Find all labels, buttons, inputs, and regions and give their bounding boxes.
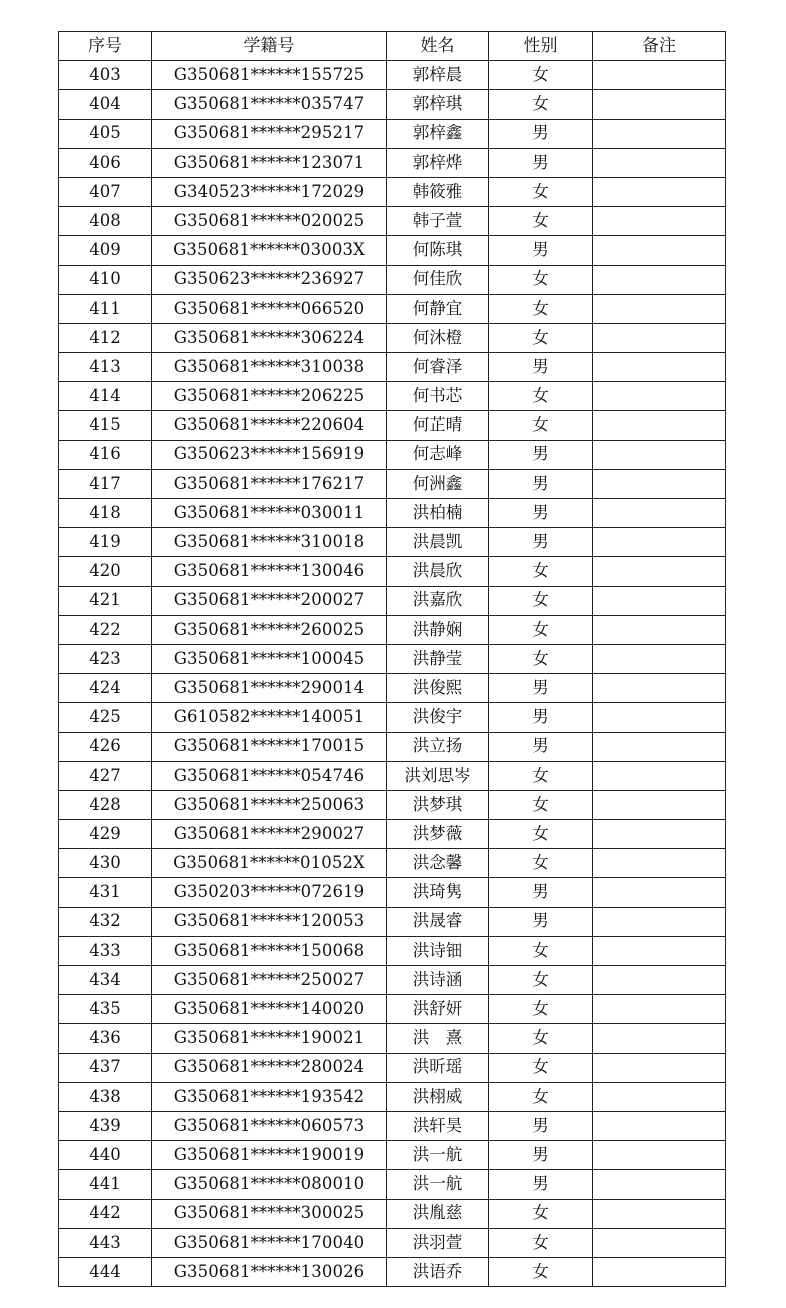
cell-gender: 女 [489, 265, 593, 294]
cell-remarks [593, 674, 726, 703]
cell-gender: 女 [489, 382, 593, 411]
table-row [59, 1024, 726, 1053]
cell-serial-number: 405 [59, 119, 152, 148]
cell-gender: 男 [489, 353, 593, 382]
cell-serial-number: 411 [59, 294, 152, 323]
cell-gender: 女 [489, 1053, 593, 1082]
cell-gender: 女 [489, 761, 593, 790]
header-gender: 性别 [489, 32, 593, 61]
table-row [59, 353, 726, 382]
cell-gender: 女 [489, 966, 593, 995]
cell-remarks [593, 353, 726, 382]
cell-name: 何芷晴 [387, 411, 489, 440]
cell-student-id: G350681******155725 [152, 61, 387, 90]
cell-student-id: G610582******140051 [152, 703, 387, 732]
cell-gender: 女 [489, 177, 593, 206]
cell-student-id: G350681******250027 [152, 966, 387, 995]
cell-gender: 女 [489, 323, 593, 352]
cell-gender: 女 [489, 411, 593, 440]
cell-student-id: G350681******280024 [152, 1053, 387, 1082]
cell-remarks [593, 644, 726, 673]
cell-serial-number: 423 [59, 644, 152, 673]
cell-remarks [593, 1024, 726, 1053]
cell-gender: 女 [489, 849, 593, 878]
cell-remarks [593, 148, 726, 177]
cell-name: 洪柏楠 [387, 499, 489, 528]
cell-remarks [593, 236, 726, 265]
cell-remarks [593, 528, 726, 557]
cell-gender: 男 [489, 1111, 593, 1140]
cell-student-id: G350681******130026 [152, 1257, 387, 1286]
cell-name: 洪栩威 [387, 1082, 489, 1111]
table-body [59, 61, 726, 1287]
cell-serial-number: 422 [59, 615, 152, 644]
cell-student-id: G340523******172029 [152, 177, 387, 206]
cell-remarks [593, 966, 726, 995]
cell-remarks [593, 907, 726, 936]
cell-serial-number: 421 [59, 586, 152, 615]
cell-serial-number: 408 [59, 207, 152, 236]
cell-name: 郭梓鑫 [387, 119, 489, 148]
cell-remarks [593, 382, 726, 411]
cell-gender: 女 [489, 207, 593, 236]
cell-student-id: G350681******290014 [152, 674, 387, 703]
cell-gender: 女 [489, 615, 593, 644]
table-row [59, 936, 726, 965]
cell-student-id: G350681******020025 [152, 207, 387, 236]
cell-remarks [593, 294, 726, 323]
cell-name: 洪轩昊 [387, 1111, 489, 1140]
table-row [59, 382, 726, 411]
cell-student-id: G350681******066520 [152, 294, 387, 323]
cell-remarks [593, 1111, 726, 1140]
cell-student-id: G350681******193542 [152, 1082, 387, 1111]
cell-serial-number: 403 [59, 61, 152, 90]
cell-gender: 女 [489, 586, 593, 615]
cell-remarks [593, 615, 726, 644]
cell-serial-number: 407 [59, 177, 152, 206]
cell-student-id: G350681******260025 [152, 615, 387, 644]
cell-name: 洪语乔 [387, 1257, 489, 1286]
cell-name: 洪立扬 [387, 732, 489, 761]
table-row [59, 265, 726, 294]
cell-serial-number: 415 [59, 411, 152, 440]
cell-remarks [593, 732, 726, 761]
cell-name: 洪嘉欣 [387, 586, 489, 615]
cell-name: 洪俊宇 [387, 703, 489, 732]
table-header-row [59, 32, 726, 61]
cell-gender: 女 [489, 936, 593, 965]
cell-student-id: G350203******072619 [152, 878, 387, 907]
cell-student-id: G350681******03003X [152, 236, 387, 265]
table-row [59, 148, 726, 177]
cell-gender: 男 [489, 907, 593, 936]
cell-student-id: G350681******01052X [152, 849, 387, 878]
cell-name: 何志峰 [387, 440, 489, 469]
cell-gender: 女 [489, 644, 593, 673]
cell-gender: 男 [489, 499, 593, 528]
table-row [59, 761, 726, 790]
cell-name: 郭梓琪 [387, 90, 489, 119]
cell-gender: 女 [489, 820, 593, 849]
cell-name: 洪诗涵 [387, 966, 489, 995]
cell-name: 洪俊熙 [387, 674, 489, 703]
table-row [59, 528, 726, 557]
cell-student-id: G350681******206225 [152, 382, 387, 411]
cell-remarks [593, 995, 726, 1024]
table-row [59, 878, 726, 907]
cell-serial-number: 409 [59, 236, 152, 265]
cell-student-id: G350681******170015 [152, 732, 387, 761]
cell-gender: 女 [489, 557, 593, 586]
cell-serial-number: 434 [59, 966, 152, 995]
cell-remarks [593, 703, 726, 732]
cell-serial-number: 404 [59, 90, 152, 119]
cell-name: 郭梓晨 [387, 61, 489, 90]
table-row [59, 411, 726, 440]
cell-gender: 女 [489, 294, 593, 323]
cell-serial-number: 437 [59, 1053, 152, 1082]
table-row [59, 499, 726, 528]
table-row [59, 615, 726, 644]
cell-name: 何洲鑫 [387, 469, 489, 498]
table-row [59, 995, 726, 1024]
cell-remarks [593, 90, 726, 119]
cell-remarks [593, 557, 726, 586]
cell-remarks [593, 1199, 726, 1228]
cell-name: 洪昕瑶 [387, 1053, 489, 1082]
cell-student-id: G350681******176217 [152, 469, 387, 498]
cell-serial-number: 432 [59, 907, 152, 936]
cell-name: 韩子萱 [387, 207, 489, 236]
cell-serial-number: 418 [59, 499, 152, 528]
table-row [59, 966, 726, 995]
cell-gender: 男 [489, 1141, 593, 1170]
cell-serial-number: 436 [59, 1024, 152, 1053]
cell-student-id: G350681******054746 [152, 761, 387, 790]
cell-serial-number: 429 [59, 820, 152, 849]
cell-serial-number: 410 [59, 265, 152, 294]
cell-gender: 男 [489, 528, 593, 557]
cell-remarks [593, 323, 726, 352]
cell-name: 何睿泽 [387, 353, 489, 382]
cell-serial-number: 430 [59, 849, 152, 878]
cell-serial-number: 417 [59, 469, 152, 498]
table-row [59, 907, 726, 936]
cell-remarks [593, 820, 726, 849]
cell-name: 洪静莹 [387, 644, 489, 673]
cell-serial-number: 438 [59, 1082, 152, 1111]
cell-student-id: G350681******150068 [152, 936, 387, 965]
cell-serial-number: 440 [59, 1141, 152, 1170]
cell-gender: 男 [489, 469, 593, 498]
cell-remarks [593, 936, 726, 965]
cell-name: 洪琦隽 [387, 878, 489, 907]
cell-name: 洪舒妍 [387, 995, 489, 1024]
table-row [59, 207, 726, 236]
cell-gender: 男 [489, 703, 593, 732]
cell-name: 洪羽萱 [387, 1228, 489, 1257]
cell-student-id: G350681******190021 [152, 1024, 387, 1053]
cell-remarks [593, 1082, 726, 1111]
cell-serial-number: 416 [59, 440, 152, 469]
cell-student-id: G350681******130046 [152, 557, 387, 586]
cell-remarks [593, 177, 726, 206]
cell-serial-number: 431 [59, 878, 152, 907]
cell-name: 洪念馨 [387, 849, 489, 878]
cell-remarks [593, 469, 726, 498]
table-row [59, 732, 726, 761]
header-name: 姓名 [387, 32, 489, 61]
cell-student-id: G350681******250063 [152, 790, 387, 819]
cell-student-id: G350681******200027 [152, 586, 387, 615]
cell-serial-number: 439 [59, 1111, 152, 1140]
cell-name: 洪诗钿 [387, 936, 489, 965]
cell-gender: 女 [489, 1257, 593, 1286]
cell-remarks [593, 1053, 726, 1082]
cell-student-id: G350623******236927 [152, 265, 387, 294]
cell-serial-number: 428 [59, 790, 152, 819]
table-row [59, 1053, 726, 1082]
cell-gender: 男 [489, 119, 593, 148]
cell-serial-number: 406 [59, 148, 152, 177]
cell-student-id: G350681******310038 [152, 353, 387, 382]
table-row [59, 703, 726, 732]
cell-student-id: G350681******123071 [152, 148, 387, 177]
cell-student-id: G350681******170040 [152, 1228, 387, 1257]
cell-student-id: G350681******100045 [152, 644, 387, 673]
table-row [59, 1199, 726, 1228]
cell-name: 洪晨凯 [387, 528, 489, 557]
cell-student-id: G350681******220604 [152, 411, 387, 440]
cell-gender: 女 [489, 1199, 593, 1228]
cell-name: 洪静娴 [387, 615, 489, 644]
table-row [59, 790, 726, 819]
table-row [59, 1141, 726, 1170]
cell-name: 洪刘思岑 [387, 761, 489, 790]
cell-name: 洪 熹 [387, 1024, 489, 1053]
cell-gender: 女 [489, 1024, 593, 1053]
table-row [59, 323, 726, 352]
cell-serial-number: 413 [59, 353, 152, 382]
cell-gender: 男 [489, 878, 593, 907]
cell-gender: 男 [489, 440, 593, 469]
cell-serial-number: 433 [59, 936, 152, 965]
cell-serial-number: 435 [59, 995, 152, 1024]
cell-serial-number: 412 [59, 323, 152, 352]
cell-student-id: G350681******030011 [152, 499, 387, 528]
cell-remarks [593, 1228, 726, 1257]
table-row [59, 1111, 726, 1140]
cell-name: 韩筱雅 [387, 177, 489, 206]
cell-name: 洪一航 [387, 1141, 489, 1170]
cell-gender: 男 [489, 236, 593, 265]
cell-remarks [593, 265, 726, 294]
table-row [59, 469, 726, 498]
header-student-id: 学籍号 [152, 32, 387, 61]
cell-remarks [593, 1141, 726, 1170]
table-row [59, 1228, 726, 1257]
cell-gender: 男 [489, 732, 593, 761]
cell-remarks [593, 1257, 726, 1286]
cell-serial-number: 424 [59, 674, 152, 703]
cell-name: 洪晨欣 [387, 557, 489, 586]
cell-serial-number: 414 [59, 382, 152, 411]
table-row [59, 177, 726, 206]
cell-gender: 女 [489, 90, 593, 119]
cell-remarks [593, 761, 726, 790]
cell-student-id: G350681******310018 [152, 528, 387, 557]
header-remarks: 备注 [593, 32, 726, 61]
table-row [59, 849, 726, 878]
cell-name: 洪胤慈 [387, 1199, 489, 1228]
cell-student-id: G350681******300025 [152, 1199, 387, 1228]
cell-remarks [593, 119, 726, 148]
cell-serial-number: 427 [59, 761, 152, 790]
cell-serial-number: 420 [59, 557, 152, 586]
cell-serial-number: 443 [59, 1228, 152, 1257]
header-serial-number: 序号 [59, 32, 152, 61]
table-row [59, 90, 726, 119]
table-row [59, 586, 726, 615]
table-row [59, 294, 726, 323]
cell-student-id: G350681******140020 [152, 995, 387, 1024]
table-row [59, 236, 726, 265]
cell-gender: 女 [489, 995, 593, 1024]
cell-serial-number: 426 [59, 732, 152, 761]
cell-name: 何沐橙 [387, 323, 489, 352]
cell-serial-number: 419 [59, 528, 152, 557]
table-row [59, 61, 726, 90]
cell-remarks [593, 411, 726, 440]
cell-remarks [593, 207, 726, 236]
table-row [59, 820, 726, 849]
cell-student-id: G350681******060573 [152, 1111, 387, 1140]
cell-serial-number: 444 [59, 1257, 152, 1286]
table-row [59, 557, 726, 586]
cell-gender: 男 [489, 1170, 593, 1199]
cell-name: 郭梓烨 [387, 148, 489, 177]
cell-name: 洪晟睿 [387, 907, 489, 936]
cell-student-id: G350681******035747 [152, 90, 387, 119]
cell-student-id: G350681******295217 [152, 119, 387, 148]
cell-remarks [593, 499, 726, 528]
cell-remarks [593, 586, 726, 615]
cell-gender: 男 [489, 674, 593, 703]
cell-student-id: G350681******120053 [152, 907, 387, 936]
cell-serial-number: 442 [59, 1199, 152, 1228]
cell-student-id: G350681******290027 [152, 820, 387, 849]
table-row [59, 1257, 726, 1286]
cell-student-id: G350681******306224 [152, 323, 387, 352]
table-row [59, 1082, 726, 1111]
cell-name: 何陈琪 [387, 236, 489, 265]
cell-gender: 男 [489, 148, 593, 177]
table-row [59, 1170, 726, 1199]
student-list-table [58, 31, 726, 1287]
table-row [59, 440, 726, 469]
cell-serial-number: 441 [59, 1170, 152, 1199]
table-row [59, 644, 726, 673]
cell-remarks [593, 878, 726, 907]
cell-name: 何佳欣 [387, 265, 489, 294]
cell-name: 何书芯 [387, 382, 489, 411]
cell-student-id: G350681******080010 [152, 1170, 387, 1199]
cell-name: 何静宜 [387, 294, 489, 323]
cell-student-id: G350623******156919 [152, 440, 387, 469]
cell-serial-number: 425 [59, 703, 152, 732]
cell-name: 洪梦薇 [387, 820, 489, 849]
cell-remarks [593, 1170, 726, 1199]
table-row [59, 674, 726, 703]
cell-remarks [593, 849, 726, 878]
table-row [59, 119, 726, 148]
cell-gender: 女 [489, 1082, 593, 1111]
cell-remarks [593, 61, 726, 90]
cell-gender: 女 [489, 1228, 593, 1257]
cell-name: 洪梦琪 [387, 790, 489, 819]
cell-remarks [593, 790, 726, 819]
cell-name: 洪一航 [387, 1170, 489, 1199]
cell-gender: 女 [489, 61, 593, 90]
cell-remarks [593, 440, 726, 469]
cell-gender: 女 [489, 790, 593, 819]
cell-student-id: G350681******190019 [152, 1141, 387, 1170]
